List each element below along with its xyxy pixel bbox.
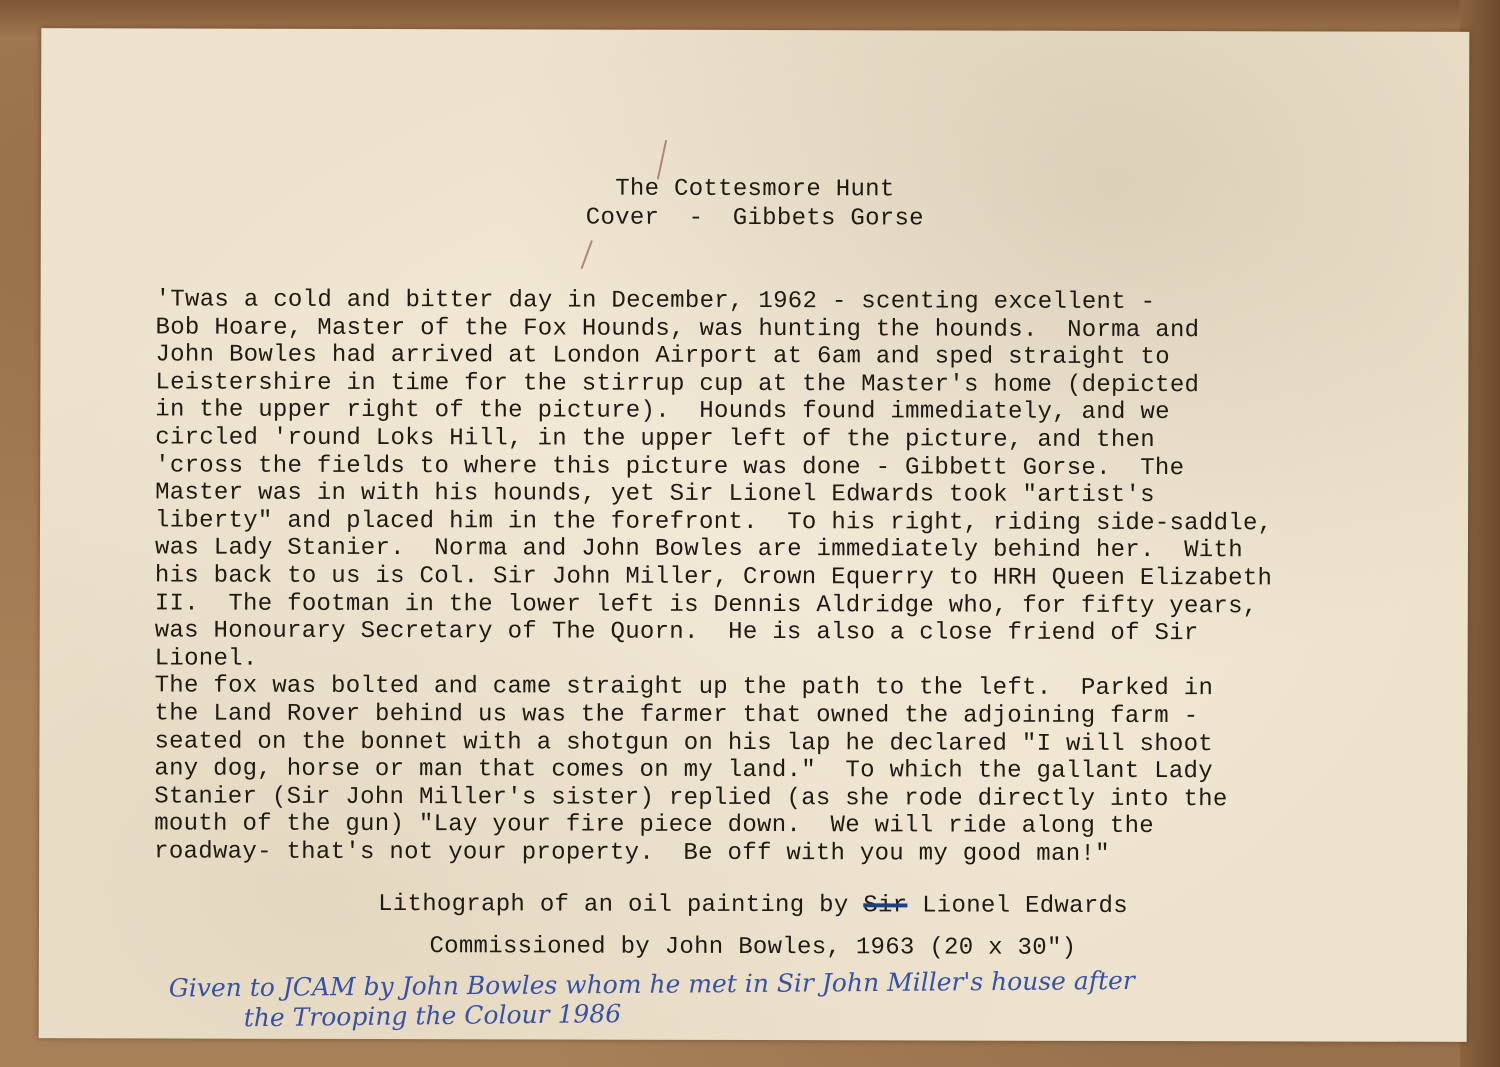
body-line: roadway- that's not your property. Be off with you my good man!" xyxy=(154,838,1110,868)
body-line: Bob Hoare, Master of the Fox Hounds, was hunting the hounds. Norma and xyxy=(155,314,1200,344)
lithograph-credit xyxy=(39,890,1467,921)
body-line: any dog, horse or man that comes on my land." To which the gallant Lady xyxy=(154,755,1213,786)
pencil-mark-middle xyxy=(581,240,593,269)
label-title xyxy=(41,173,1469,235)
credit-artist: Lionel Edwards xyxy=(907,892,1128,920)
body-line: mouth of the gun) "Lay your fire piece down. We will ride along the xyxy=(154,810,1155,841)
pencil-mark-top xyxy=(657,140,667,180)
handwritten-note-line-1: Given to JCAM by John Bowles whom he met in Sir John Miller's house after xyxy=(168,965,1135,1003)
typed-label-card xyxy=(39,28,1470,1042)
body-line: Stanier (Sir John Miller's sister) replied (as she rode directly into the xyxy=(154,783,1228,813)
body-line: seated on the bonnet with a shotgun on his lap he declared "I will shoot xyxy=(154,727,1214,758)
hunt-name: The Cottesmore Hunt xyxy=(615,175,895,204)
body-line: his back to us is Col. Sir John Miller, Crown Equerry to HRH Queen Elizabeth xyxy=(154,562,1273,593)
body-line: liberty" and placed him in the forefront. To his right, riding side-saddle, xyxy=(155,507,1273,538)
commission-note: Commissioned by John Bowles, 1963 (20 x 30") xyxy=(429,933,1077,962)
story-body xyxy=(154,286,1456,869)
body-line: the Land Rover behind us was the farmer that owned the adjoining farm - xyxy=(154,700,1199,731)
body-line: 'cross the fields to where this picture was done - Gibbett Gorse. The xyxy=(155,451,1185,482)
body-line: II. The footman in the lower left is Dennis Aldridge who, for fifty years, xyxy=(154,589,1258,620)
body-line: circled 'round Loks Hill, in the upper left of the picture, and then xyxy=(155,424,1156,455)
body-line: Leistershire in time for the stirrup cup at the Master's home (depicted xyxy=(155,369,1200,399)
credit-prefix: Lithograph of an oil painting by xyxy=(378,891,864,920)
body-line: was Lady Stanier. Norma and John Bowles are immediately behind her. With xyxy=(154,534,1243,565)
handwritten-note-line-2: the Trooping the Colour 1986 xyxy=(243,999,622,1033)
body-line: 'Twas a cold and bitter day in December, 1962 - scenting excellent - xyxy=(155,286,1156,317)
cover-name: Cover - Gibbets Gorse xyxy=(585,204,924,233)
body-line: Lionel. xyxy=(154,645,258,673)
body-line: John Bowles had arrived at London Airport at 6am and sped straight to xyxy=(155,341,1170,372)
body-line: was Honourary Secretary of The Quorn. He is also a close friend of Sir xyxy=(154,617,1199,648)
struck-title-word: Sir xyxy=(863,892,908,920)
body-line: in the upper right of the picture). Hounds found immediately, and we xyxy=(155,396,1170,427)
body-line: The fox was bolted and came straight up the path to the left. Parked in xyxy=(154,672,1214,703)
body-line: Master was in with his hounds, yet Sir Lionel Edwards took "artist's xyxy=(155,479,1155,510)
